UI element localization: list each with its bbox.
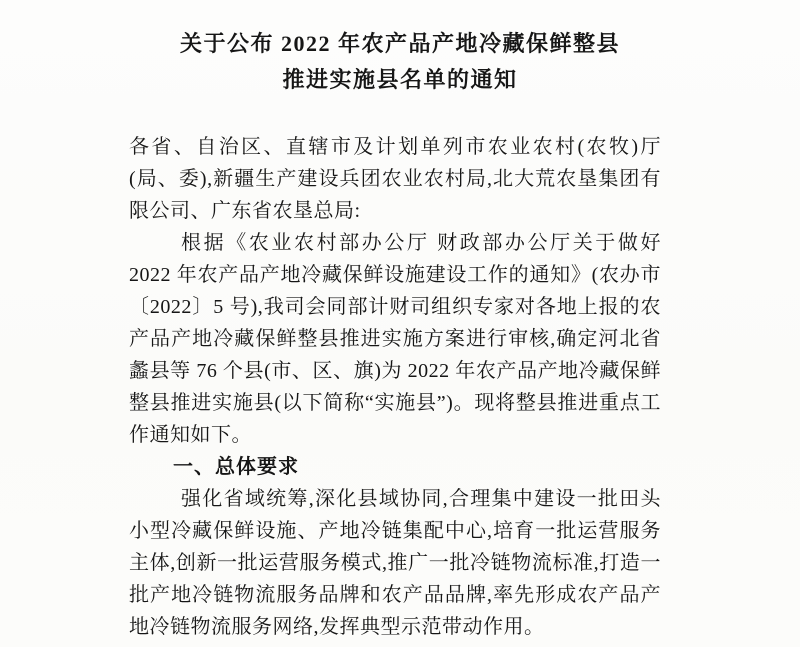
document-body xyxy=(129,131,661,643)
overall-requirements-paragraph: 强化省域统筹,深化县域协同,合理集中建设一批田头小型冷藏保鲜设施、产地冷链集配中心,培育一批运营服务主体,创新一批运营服务模式,推广一批冷链物流标准,打造一批产地冷链物流服务品牌和农产品品牌,率先形成农产品产地冷链物流服务网络,发挥典型示范带动作用。 xyxy=(129,488,661,638)
document-title xyxy=(0,0,800,98)
basis-paragraph: 根据《农业农村部办公厅 财政部办公厅关于做好 2022 年农产品产地冷藏保鲜设施建设工作的通知》(农办市〔2022〕5 号),我司会同部计财司组织专家对各地上报的农产品产地冷藏保鲜整县推进实施方案进行审核,确定河北省蠡县等 76 个县(市、区、旗)为 2022 年农产品产地冷藏保鲜整县推进实施县(以下简称“实施县”)。现将整县推进重点工作通知如下。 xyxy=(129,232,661,446)
section-heading-overall-requirements: 一、总体要求 xyxy=(173,456,299,478)
document-title-line2: 推进实施县名单的通知 xyxy=(282,67,518,92)
addressee-paragraph: 各省、自治区、直辖市及计划单列市农业农村(农牧)厅(局、委),新疆生产建设兵团农业农村局,北大荒农垦集团有限公司、广东省农垦总局: xyxy=(129,136,661,222)
document-title-line1: 关于公布 2022 年农产品产地冷藏保鲜整县 xyxy=(179,31,620,56)
